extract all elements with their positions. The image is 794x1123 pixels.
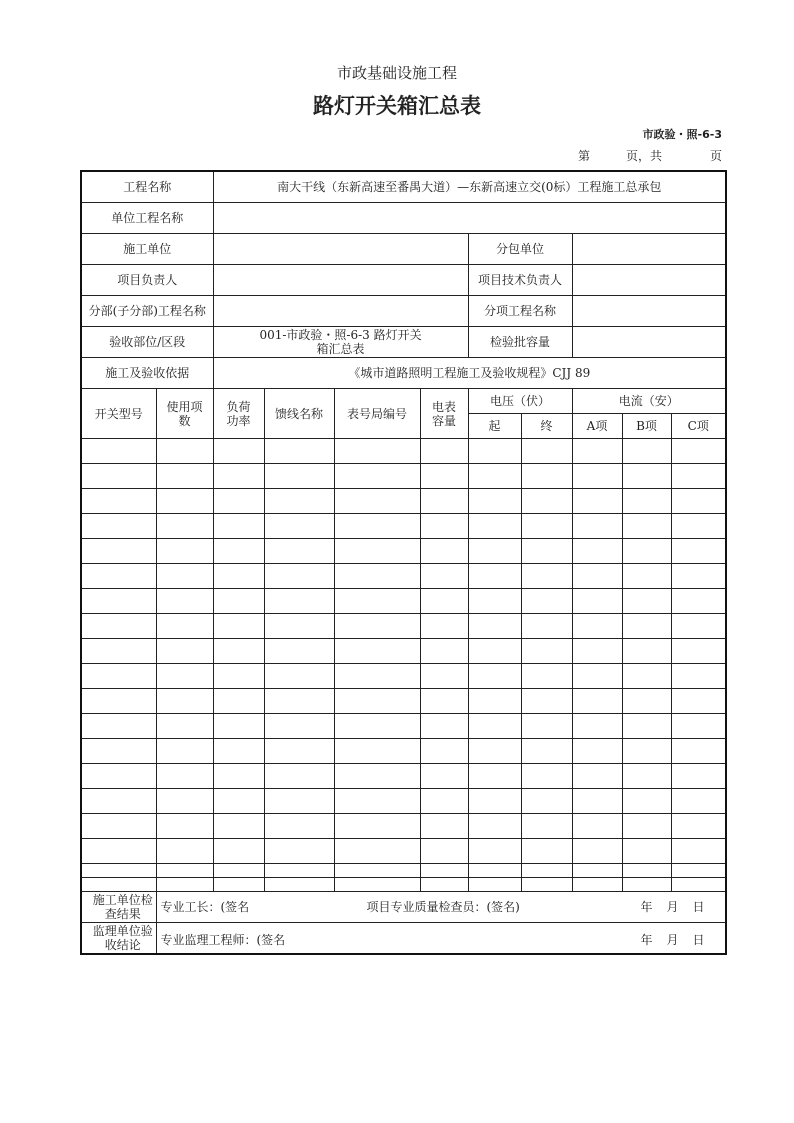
table-cell[interactable]	[213, 489, 264, 514]
table-cell[interactable]	[264, 439, 334, 464]
table-cell[interactable]	[213, 514, 264, 539]
table-cell[interactable]	[521, 564, 572, 589]
table-cell[interactable]	[622, 439, 671, 464]
table-cell[interactable]	[521, 739, 572, 764]
table-cell[interactable]	[213, 589, 264, 614]
table-cell[interactable]	[521, 839, 572, 864]
table-cell[interactable]	[81, 589, 156, 614]
table-cell[interactable]	[334, 664, 420, 689]
table-cell[interactable]	[420, 878, 468, 892]
table-cell[interactable]	[468, 789, 521, 814]
table-cell[interactable]	[81, 639, 156, 664]
acceptance-part-value[interactable]: 001-市政验・照-6-3 路灯开关箱汇总表	[213, 327, 468, 358]
table-cell[interactable]	[572, 589, 622, 614]
page-di: 第	[578, 149, 591, 163]
table-cell[interactable]	[264, 514, 334, 539]
table-cell[interactable]	[521, 814, 572, 839]
table-cell[interactable]	[334, 714, 420, 739]
construction-unit-value[interactable]	[213, 234, 468, 265]
table-cell[interactable]	[213, 814, 264, 839]
table-cell[interactable]	[213, 839, 264, 864]
table-cell[interactable]	[521, 714, 572, 739]
date-year: 年	[640, 900, 653, 914]
table-cell[interactable]	[264, 864, 334, 878]
table-cell[interactable]	[420, 714, 468, 739]
table-cell[interactable]	[156, 514, 213, 539]
table-row	[81, 514, 726, 539]
table-cell[interactable]	[622, 614, 671, 639]
col-voltage-start: 起	[468, 414, 521, 439]
table-cell[interactable]	[213, 639, 264, 664]
table-cell[interactable]	[334, 878, 420, 892]
table-cell[interactable]	[420, 439, 468, 464]
table-cell[interactable]	[81, 439, 156, 464]
table-cell[interactable]	[264, 878, 334, 892]
table-cell[interactable]	[81, 664, 156, 689]
table-cell[interactable]	[156, 439, 213, 464]
col-phase-b: B项	[622, 414, 671, 439]
project-name-label: 工程名称	[81, 171, 213, 203]
table-cell[interactable]	[468, 764, 521, 789]
table-cell[interactable]	[468, 839, 521, 864]
table-cell[interactable]	[622, 489, 671, 514]
table-cell[interactable]	[572, 539, 622, 564]
row-division	[81, 296, 726, 327]
table-cell[interactable]	[264, 739, 334, 764]
table-cell[interactable]	[572, 739, 622, 764]
table-cell[interactable]	[622, 564, 671, 589]
table-cell[interactable]	[156, 489, 213, 514]
supervision-label: 监理单位验收结论	[81, 923, 156, 955]
foreman-signature-text: 专业工长：(签名	[160, 900, 250, 914]
table-cell[interactable]	[264, 614, 334, 639]
row-project-name	[81, 171, 726, 203]
col-meter-number: 表号局编号	[334, 389, 420, 439]
table-cell[interactable]	[420, 864, 468, 878]
table-row	[81, 489, 726, 514]
row-basis	[81, 358, 726, 389]
document-title: 路灯开关箱汇总表	[313, 94, 481, 118]
table-cell[interactable]	[81, 539, 156, 564]
table-cell[interactable]	[420, 839, 468, 864]
table-cell[interactable]	[521, 439, 572, 464]
construction-unit-label: 施工单位	[81, 234, 213, 265]
table-cell[interactable]	[468, 564, 521, 589]
table-cell[interactable]	[671, 489, 726, 514]
table-cell[interactable]	[622, 539, 671, 564]
col-current: 电流（安）	[572, 389, 726, 414]
table-cell[interactable]	[468, 739, 521, 764]
table-cell[interactable]	[213, 739, 264, 764]
table-cell[interactable]	[622, 514, 671, 539]
table-cell[interactable]	[622, 739, 671, 764]
date-month: 月	[666, 900, 679, 914]
table-cell[interactable]	[671, 789, 726, 814]
table-cell[interactable]	[334, 839, 420, 864]
row-unit-project	[81, 203, 726, 234]
table-cell[interactable]	[468, 589, 521, 614]
table-cell[interactable]	[156, 814, 213, 839]
table-row	[81, 814, 726, 839]
basis-value[interactable]: 《城市道路照明工程施工及验收规程》CJJ 89	[213, 358, 726, 389]
table-cell[interactable]	[334, 739, 420, 764]
table-cell[interactable]	[572, 464, 622, 489]
table-cell[interactable]	[572, 639, 622, 664]
table-cell[interactable]	[213, 878, 264, 892]
table-cell[interactable]	[671, 739, 726, 764]
table-cell[interactable]	[156, 464, 213, 489]
col-switch-model: 开关型号	[81, 389, 156, 439]
table-cell[interactable]	[334, 764, 420, 789]
table-cell[interactable]	[264, 464, 334, 489]
table-cell[interactable]	[213, 439, 264, 464]
table-cell[interactable]	[213, 864, 264, 878]
table-cell[interactable]	[420, 614, 468, 639]
table-cell[interactable]	[622, 464, 671, 489]
table-cell[interactable]	[334, 439, 420, 464]
document-subtitle: 市政基础设施工程	[336, 64, 457, 82]
table-cell[interactable]	[521, 789, 572, 814]
table-cell[interactable]	[213, 539, 264, 564]
table-cell[interactable]	[622, 589, 671, 614]
table-cell[interactable]	[334, 514, 420, 539]
table-cell[interactable]	[572, 878, 622, 892]
batch-capacity-value[interactable]	[572, 327, 726, 358]
table-cell[interactable]	[213, 564, 264, 589]
table-cell[interactable]	[671, 564, 726, 589]
table-cell[interactable]	[213, 714, 264, 739]
table-cell[interactable]	[420, 689, 468, 714]
table-cell[interactable]	[420, 464, 468, 489]
table-cell[interactable]	[334, 589, 420, 614]
table-cell[interactable]	[468, 864, 521, 878]
basis-label: 施工及验收依据	[81, 358, 213, 389]
table-cell[interactable]	[420, 639, 468, 664]
project-name-value[interactable]: 南大干线（东新高速至番禺大道）—东新高速立交(0标）工程施工总承包	[213, 171, 726, 203]
col-meter-capacity: 电表容量	[420, 389, 468, 439]
col-circuits-used: 使用项数	[156, 389, 213, 439]
table-cell[interactable]	[572, 489, 622, 514]
table-row	[81, 589, 726, 614]
quality-inspector-text: 项目专业质量检查员：(签名)	[366, 900, 520, 914]
table-cell[interactable]	[264, 489, 334, 514]
table-cell[interactable]	[622, 639, 671, 664]
table-cell[interactable]	[671, 539, 726, 564]
table-cell[interactable]	[572, 839, 622, 864]
unit-project-label: 单位工程名称	[81, 203, 213, 234]
table-row	[81, 439, 726, 464]
table-cell[interactable]	[671, 589, 726, 614]
table-cell[interactable]	[572, 864, 622, 878]
table-cell[interactable]	[671, 639, 726, 664]
table-cell[interactable]	[334, 539, 420, 564]
table-cell[interactable]	[264, 589, 334, 614]
table-cell[interactable]	[264, 664, 334, 689]
table-cell[interactable]	[468, 614, 521, 639]
table-cell[interactable]	[468, 639, 521, 664]
division-value[interactable]	[213, 296, 468, 327]
table-cell[interactable]	[671, 878, 726, 892]
table-cell[interactable]	[81, 514, 156, 539]
table-cell[interactable]	[420, 739, 468, 764]
table-cell[interactable]	[81, 564, 156, 589]
project-leader-label: 项目负责人	[81, 265, 213, 296]
table-cell[interactable]	[468, 664, 521, 689]
table-cell[interactable]	[334, 864, 420, 878]
table-cell[interactable]	[671, 464, 726, 489]
subitem-value[interactable]	[572, 296, 726, 327]
table-row	[81, 864, 726, 878]
construction-check-cell[interactable]	[156, 892, 726, 923]
table-cell[interactable]	[468, 814, 521, 839]
table-row	[81, 839, 726, 864]
table-cell[interactable]	[572, 789, 622, 814]
table-cell[interactable]	[156, 864, 213, 878]
table-cell[interactable]	[468, 714, 521, 739]
subcontract-unit-value[interactable]	[572, 234, 726, 265]
table-cell[interactable]	[572, 714, 622, 739]
table-cell[interactable]	[468, 514, 521, 539]
page-ye: 页	[710, 149, 723, 163]
tech-leader-label: 项目技术负责人	[468, 265, 572, 296]
table-cell[interactable]	[156, 664, 213, 689]
table-cell[interactable]	[334, 639, 420, 664]
col-phase-a: A项	[572, 414, 622, 439]
table-cell[interactable]	[622, 664, 671, 689]
supervisor-signature-text: 专业监理工程师：(签名	[160, 933, 286, 947]
table-cell[interactable]	[420, 539, 468, 564]
row-acceptance-part	[81, 327, 726, 358]
table-cell[interactable]	[521, 639, 572, 664]
table-cell[interactable]	[156, 839, 213, 864]
table-cell[interactable]	[622, 714, 671, 739]
table-cell[interactable]	[521, 489, 572, 514]
table-cell[interactable]	[572, 814, 622, 839]
table-cell[interactable]	[81, 489, 156, 514]
table-cell[interactable]	[671, 439, 726, 464]
table-cell[interactable]	[334, 789, 420, 814]
table-cell[interactable]	[81, 464, 156, 489]
table-cell[interactable]	[213, 764, 264, 789]
col-load-power: 负荷功率	[213, 389, 264, 439]
table-cell[interactable]	[213, 664, 264, 689]
table-cell[interactable]	[334, 814, 420, 839]
table-cell[interactable]	[81, 814, 156, 839]
table-cell[interactable]	[521, 539, 572, 564]
table-cell[interactable]	[468, 439, 521, 464]
table-cell[interactable]	[622, 689, 671, 714]
page-ye-gong: 页，共	[626, 149, 663, 163]
table-cell[interactable]	[334, 464, 420, 489]
table-cell[interactable]	[468, 464, 521, 489]
table-cell[interactable]	[81, 839, 156, 864]
table-cell[interactable]	[572, 764, 622, 789]
table-row	[81, 714, 726, 739]
table-cell[interactable]	[264, 814, 334, 839]
table-cell[interactable]	[213, 614, 264, 639]
table-cell[interactable]	[420, 814, 468, 839]
date-day: 日	[692, 933, 705, 947]
table-cell[interactable]	[81, 714, 156, 739]
construction-check-label: 施工单位检查结果	[81, 892, 156, 923]
table-cell[interactable]	[671, 864, 726, 878]
table-cell[interactable]	[81, 689, 156, 714]
table-cell[interactable]	[622, 864, 671, 878]
table-cell[interactable]	[521, 614, 572, 639]
col-voltage: 电压（伏）	[468, 389, 572, 414]
row-project-leader	[81, 265, 726, 296]
table-cell[interactable]	[420, 514, 468, 539]
table-cell[interactable]	[81, 789, 156, 814]
division-label: 分部(子分部)工程名称	[81, 296, 213, 327]
table-cell[interactable]	[264, 539, 334, 564]
table-cell[interactable]	[156, 589, 213, 614]
table-cell[interactable]	[671, 664, 726, 689]
table-cell[interactable]	[572, 564, 622, 589]
unit-project-value[interactable]	[213, 203, 726, 234]
table-row	[81, 764, 726, 789]
table-cell[interactable]	[264, 639, 334, 664]
project-leader-value[interactable]	[213, 265, 468, 296]
table-cell[interactable]	[420, 764, 468, 789]
table-cell[interactable]	[420, 564, 468, 589]
col-voltage-end: 终	[521, 414, 572, 439]
table-cell[interactable]	[81, 764, 156, 789]
table-cell[interactable]	[264, 564, 334, 589]
table-cell[interactable]	[420, 664, 468, 689]
tech-leader-value[interactable]	[572, 265, 726, 296]
table-cell[interactable]	[521, 514, 572, 539]
table-cell[interactable]	[671, 514, 726, 539]
table-cell[interactable]	[521, 689, 572, 714]
table-cell[interactable]	[521, 764, 572, 789]
table-cell[interactable]	[264, 764, 334, 789]
table-cell[interactable]	[521, 464, 572, 489]
table-cell[interactable]	[156, 739, 213, 764]
table-cell[interactable]	[264, 714, 334, 739]
table-row	[81, 878, 726, 892]
table-cell[interactable]	[264, 689, 334, 714]
table-cell[interactable]	[420, 789, 468, 814]
table-row	[81, 739, 726, 764]
table-cell[interactable]	[572, 439, 622, 464]
table-cell[interactable]	[468, 878, 521, 892]
col-feeder-name: 馈线名称	[264, 389, 334, 439]
table-cell[interactable]	[622, 814, 671, 839]
table-cell[interactable]	[334, 689, 420, 714]
column-header-row-1	[81, 389, 726, 414]
table-cell[interactable]	[156, 614, 213, 639]
table-cell[interactable]	[622, 878, 671, 892]
subitem-label: 分项工程名称	[468, 296, 572, 327]
row-construction-check	[81, 892, 726, 923]
table-cell[interactable]	[622, 789, 671, 814]
acceptance-part-label: 验收部位/区段	[81, 327, 213, 358]
table-row	[81, 614, 726, 639]
table-cell[interactable]	[622, 764, 671, 789]
date-year: 年	[640, 933, 653, 947]
table-row	[81, 789, 726, 814]
table-cell[interactable]	[420, 489, 468, 514]
table-cell[interactable]	[334, 614, 420, 639]
table-cell[interactable]	[156, 639, 213, 664]
table-cell[interactable]	[81, 614, 156, 639]
table-cell[interactable]	[572, 664, 622, 689]
table-cell[interactable]	[156, 789, 213, 814]
table-cell[interactable]	[572, 614, 622, 639]
table-cell[interactable]	[671, 714, 726, 739]
table-row	[81, 464, 726, 489]
table-cell[interactable]	[156, 764, 213, 789]
table-cell[interactable]	[264, 789, 334, 814]
table-cell[interactable]	[81, 739, 156, 764]
table-cell[interactable]	[572, 689, 622, 714]
table-cell[interactable]	[156, 539, 213, 564]
table-cell[interactable]	[671, 689, 726, 714]
form-code: 市政验・照-6-3	[642, 128, 722, 141]
supervision-cell[interactable]	[156, 923, 726, 955]
data-rows	[81, 439, 726, 892]
table-cell[interactable]	[671, 614, 726, 639]
table-cell[interactable]	[671, 764, 726, 789]
table-row	[81, 639, 726, 664]
table-cell[interactable]	[671, 814, 726, 839]
table-row	[81, 664, 726, 689]
subcontract-unit-label: 分包单位	[468, 234, 572, 265]
table-cell[interactable]	[156, 564, 213, 589]
table-cell[interactable]	[213, 689, 264, 714]
batch-capacity-label: 检验批容量	[468, 327, 572, 358]
table-cell[interactable]	[521, 664, 572, 689]
col-phase-c: C项	[671, 414, 726, 439]
table-cell[interactable]	[213, 464, 264, 489]
summary-table	[80, 170, 727, 955]
row-construction-unit	[81, 234, 726, 265]
table-cell[interactable]	[521, 589, 572, 614]
table-cell[interactable]	[156, 689, 213, 714]
table-cell[interactable]	[334, 564, 420, 589]
table-row	[81, 564, 726, 589]
table-row	[81, 689, 726, 714]
table-row	[81, 539, 726, 564]
table-cell[interactable]	[81, 878, 156, 892]
table-cell[interactable]	[521, 864, 572, 878]
table-cell[interactable]	[468, 489, 521, 514]
date-day: 日	[692, 900, 705, 914]
table-cell[interactable]	[468, 539, 521, 564]
table-cell[interactable]	[572, 514, 622, 539]
table-cell[interactable]	[156, 878, 213, 892]
table-cell[interactable]	[264, 839, 334, 864]
table-cell[interactable]	[671, 839, 726, 864]
table-cell[interactable]	[334, 489, 420, 514]
row-supervision	[81, 923, 726, 955]
table-cell[interactable]	[622, 839, 671, 864]
table-cell[interactable]	[521, 878, 572, 892]
table-cell[interactable]	[420, 589, 468, 614]
table-cell[interactable]	[213, 789, 264, 814]
table-cell[interactable]	[81, 864, 156, 878]
table-cell[interactable]	[156, 714, 213, 739]
date-month: 月	[666, 933, 679, 947]
table-cell[interactable]	[468, 689, 521, 714]
